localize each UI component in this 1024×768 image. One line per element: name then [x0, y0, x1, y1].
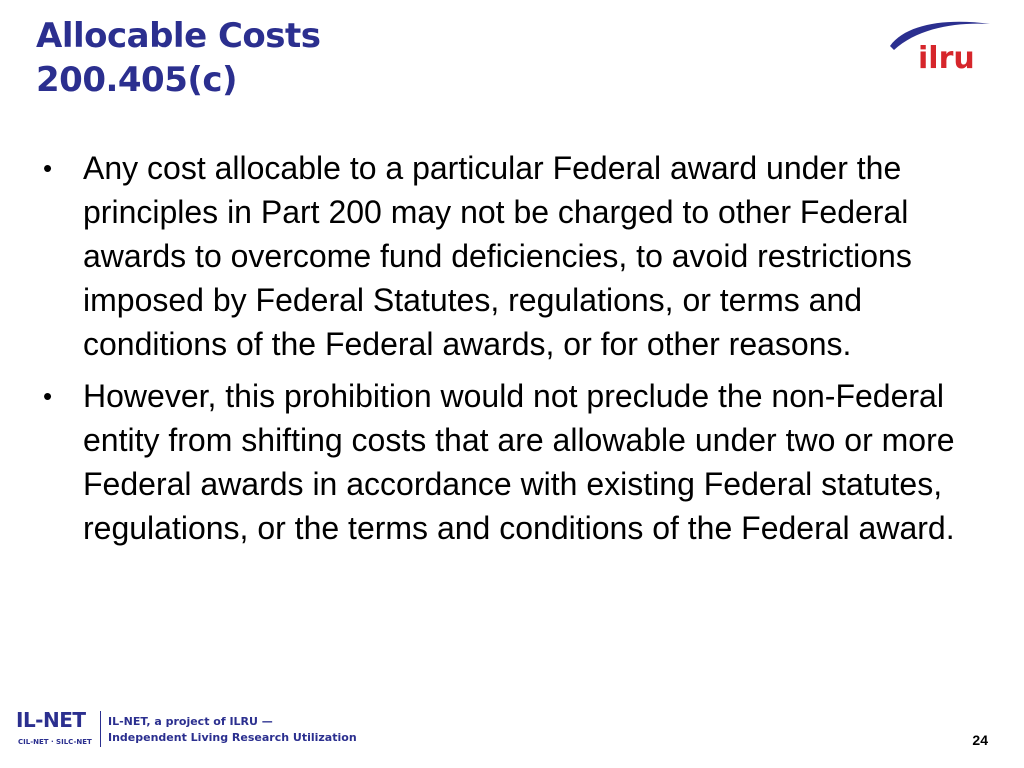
bullet-list	[40, 146, 990, 558]
footer-line1: IL-NET, a project of ILRU —	[108, 715, 273, 728]
footer-text	[108, 714, 357, 746]
bullet-text: However, this prohibition would not preclude the non-Federal entity from shifting costs that are allowable under two or more Federal awards in accordance with existing Federal statutes, regulations, or the terms and conditions of the Federal award.	[83, 378, 955, 546]
bullet-item	[40, 374, 990, 550]
ilru-logo-icon	[886, 16, 994, 72]
bullet-dot-icon: •	[43, 153, 53, 183]
page-number: 24	[972, 732, 988, 748]
footer-divider	[100, 711, 101, 747]
footer-line2: Independent Living Research Utilization	[108, 731, 357, 744]
bullet-dot-icon: •	[43, 381, 53, 411]
slide-title	[36, 14, 321, 102]
slide-title-line1: Allocable Costs	[36, 16, 321, 56]
slide-title-line2: 200.405(c)	[36, 60, 238, 100]
footer-brand-logo: IL-NET	[16, 708, 86, 732]
bullet-text: Any cost allocable to a particular Federal award under the principles in Part 200 may not be charged to other Federal awards to overcome fund deficiencies, to avoid restrictions imposed by Federal Statutes, regulations, or terms and conditions of the Federal awards, or for other reasons.	[83, 150, 912, 362]
logo-text: ilru	[918, 41, 975, 72]
bullet-item	[40, 146, 990, 366]
footer-sub-brand: CIL-NET · SILC-NET	[18, 738, 92, 746]
